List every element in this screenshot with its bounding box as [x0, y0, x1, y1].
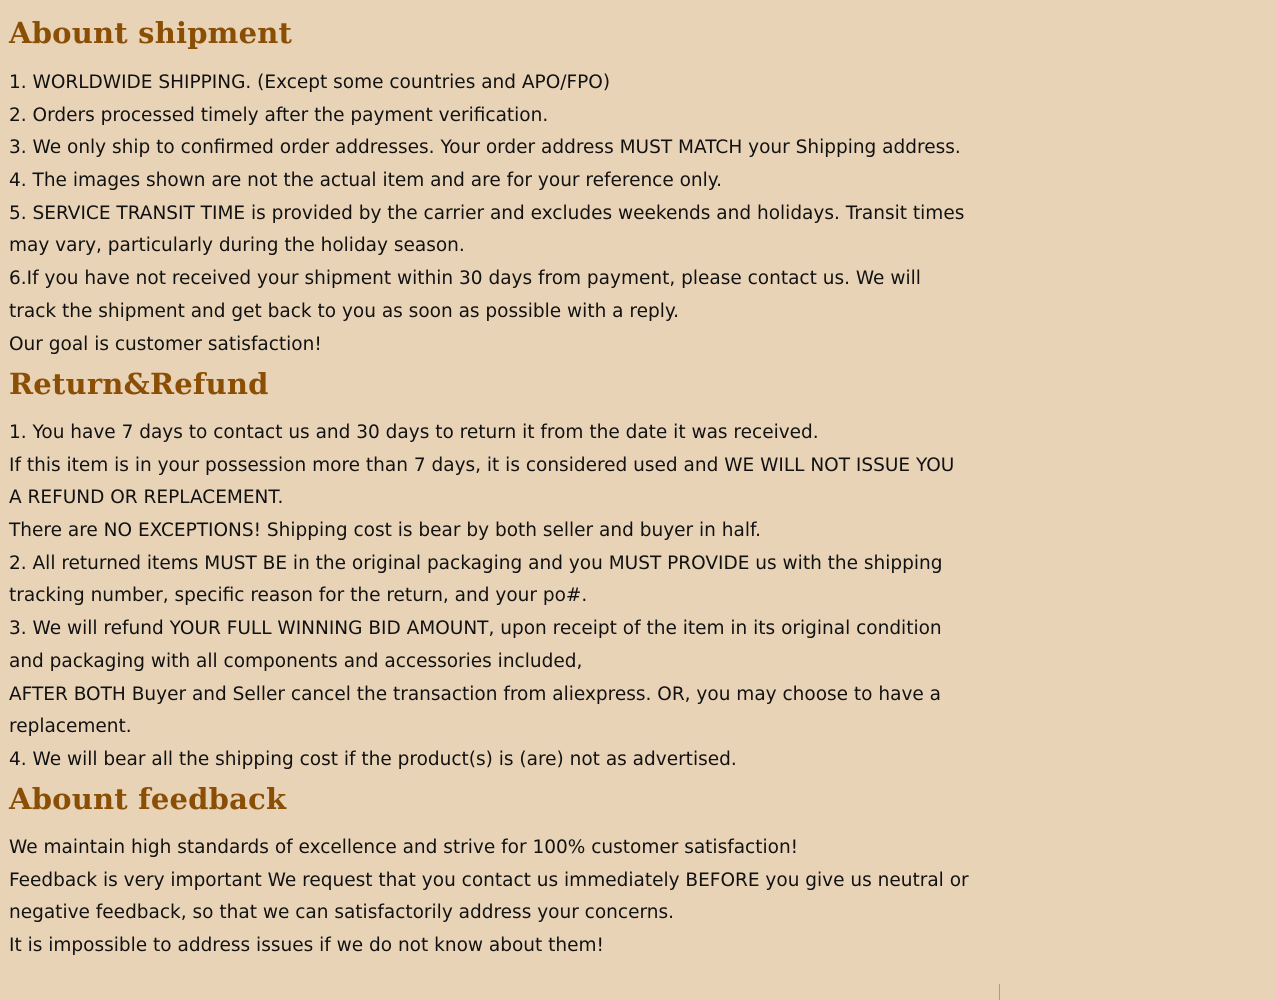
- return-refund-line: replacement.: [9, 716, 132, 738]
- shipment-line: may vary, particularly during the holiday season.: [9, 235, 465, 257]
- shipment-line: 6.If you have not received your shipment within 30 days from payment, please contact us. We will: [9, 268, 921, 290]
- return-refund-line: tracking number, specific reason for the return, and your po#.: [9, 585, 588, 607]
- shipment-line: 4. The images shown are not the actual item and are for your reference only.: [9, 170, 722, 192]
- return-refund-line: 4. We will bear all the shipping cost if the product(s) is (are) not as advertised.: [9, 748, 737, 770]
- shipment-line: 5. SERVICE TRANSIT TIME is provided by the carrier and excludes weekends and holidays. Transit times: [9, 202, 965, 224]
- return-refund-line: A REFUND OR REPLACEMENT.: [9, 487, 284, 509]
- return-refund-line: If this item is in your possession more than 7 days, it is considered used and WE WILL NOT ISSUE YOU: [9, 454, 955, 476]
- divider-mark: [999, 984, 1000, 1000]
- shipment-line: track the shipment and get back to you as soon as possible with a reply.: [9, 300, 680, 322]
- feedback-line: It is impossible to address issues if we do not know about them!: [9, 935, 604, 957]
- shipment-text: [9, 67, 964, 361]
- feedback-line: Feedback is very important We request that you contact us immediately BEFORE you give us neutral or: [9, 869, 969, 891]
- return-refund-heading: Return&Refund: [9, 367, 269, 401]
- return-refund-line: There are NO EXCEPTIONS! Shipping cost is bear by both seller and buyer in half.: [9, 520, 762, 542]
- return-refund-line: 3. We will refund YOUR FULL WINNING BID AMOUNT, upon receipt of the item in its original condition: [9, 618, 942, 640]
- shipment-line: 2. Orders processed timely after the payment verification.: [9, 104, 549, 126]
- feedback-line: We maintain high standards of excellence and strive for 100% customer satisfaction!: [9, 837, 799, 858]
- return-refund-line: 1. You have 7 days to contact us and 30 days to return it from the date it was received.: [9, 422, 819, 443]
- return-refund-line: AFTER BOTH Buyer and Seller cancel the transaction from aliexpress. OR, you may choose to have a: [9, 683, 941, 705]
- feedback-heading: Abount feedback: [9, 782, 287, 816]
- return-refund-line: and packaging with all components and accessories included,: [9, 650, 583, 672]
- shipment-line: Our goal is customer satisfaction!: [9, 333, 322, 355]
- shipment-line: 3. We only ship to confirmed order addresses. Your order address MUST MATCH your Shipping address.: [9, 137, 961, 159]
- return-refund-text: [9, 417, 954, 777]
- feedback-line: negative feedback, so that we can satisfactorily address your concerns.: [9, 902, 674, 924]
- shipment-heading: Abount shipment: [9, 16, 293, 50]
- feedback-text: [9, 832, 969, 963]
- shipment-line: 1. WORLDWIDE SHIPPING. (Except some countries and APO/FPO): [9, 72, 611, 93]
- return-refund-line: 2. All returned items MUST BE in the original packaging and you MUST PROVIDE us with the shipping: [9, 552, 943, 574]
